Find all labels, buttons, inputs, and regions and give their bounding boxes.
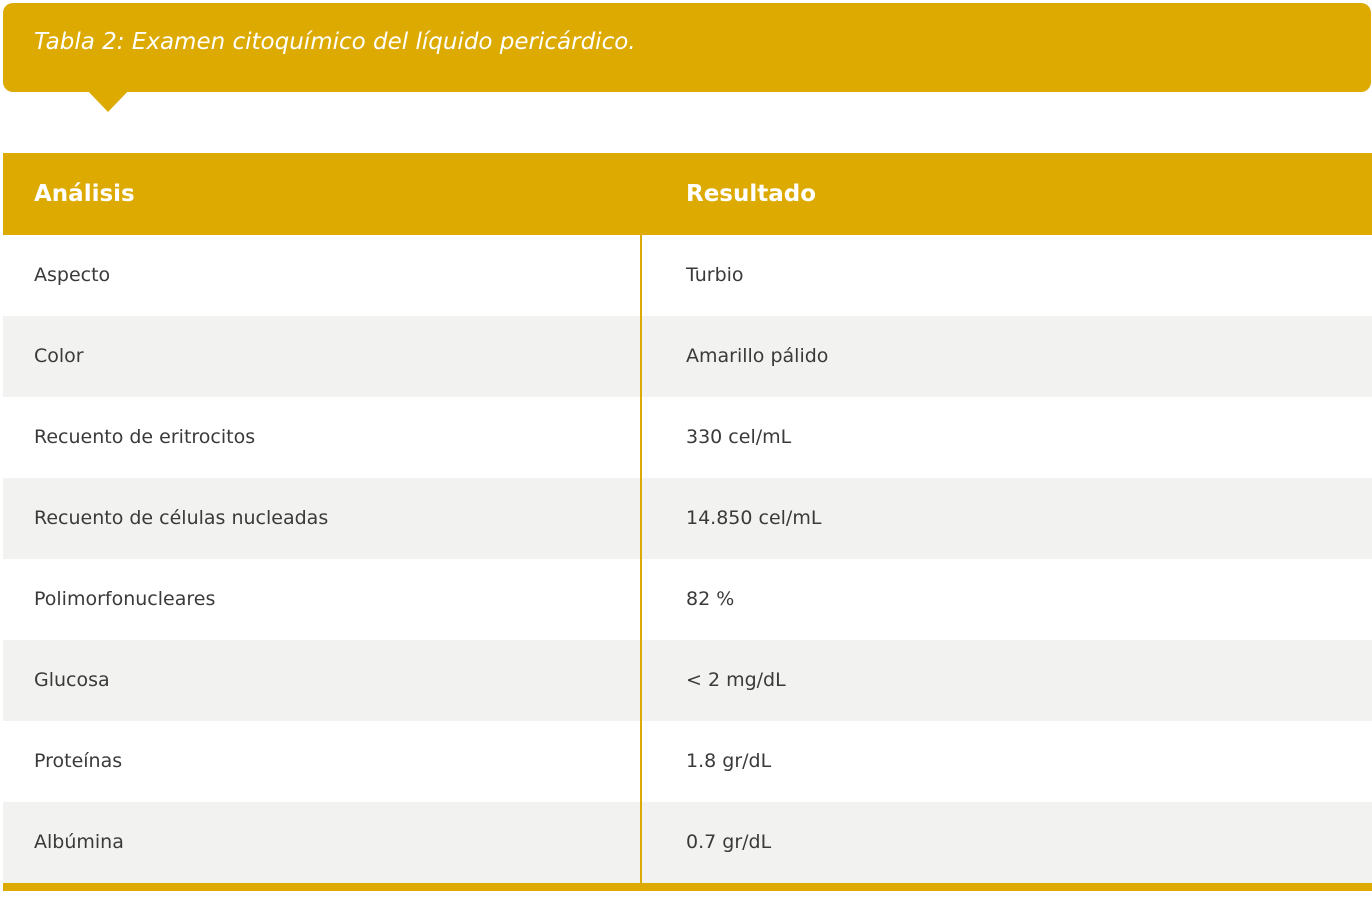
result-cell: Amarillo pálido <box>686 345 829 367</box>
result-cell: 14.850 cel/mL <box>686 507 822 529</box>
result-cell: 1.8 gr/dL <box>686 750 772 772</box>
table-row <box>3 397 1372 478</box>
table-row <box>3 559 1372 640</box>
results-table <box>3 153 1372 883</box>
result-cell: 330 cel/mL <box>686 426 792 448</box>
header-result: Resultado <box>686 181 817 207</box>
caption-pointer <box>86 89 130 112</box>
analysis-cell: Recuento de células nucleadas <box>34 507 329 529</box>
analysis-cell: Polimorfonucleares <box>34 588 216 610</box>
table-row <box>3 802 1372 883</box>
analysis-cell: Glucosa <box>34 669 110 691</box>
analysis-cell: Recuento de eritrocitos <box>34 426 256 448</box>
table-row <box>3 478 1372 559</box>
table-bottom-rule <box>3 883 1372 891</box>
result-cell: < 2 mg/dL <box>686 669 786 691</box>
table-header <box>3 153 1372 235</box>
analysis-cell: Aspecto <box>34 264 111 286</box>
table-caption-banner <box>3 3 1371 92</box>
table-row <box>3 235 1372 316</box>
table-body <box>3 235 1372 883</box>
table-caption: Tabla 2: Examen citoquímico del líquido pericárdico. <box>34 29 636 55</box>
analysis-cell: Proteínas <box>34 750 123 772</box>
table-row <box>3 640 1372 721</box>
analysis-cell: Color <box>34 345 84 367</box>
result-cell: Turbio <box>686 264 744 286</box>
result-cell: 82 % <box>686 588 735 610</box>
table-row <box>3 721 1372 802</box>
table-row <box>3 316 1372 397</box>
analysis-cell: Albúmina <box>34 831 124 853</box>
result-cell: 0.7 gr/dL <box>686 831 772 853</box>
header-analysis: Análisis <box>34 181 135 207</box>
column-divider <box>640 235 642 883</box>
